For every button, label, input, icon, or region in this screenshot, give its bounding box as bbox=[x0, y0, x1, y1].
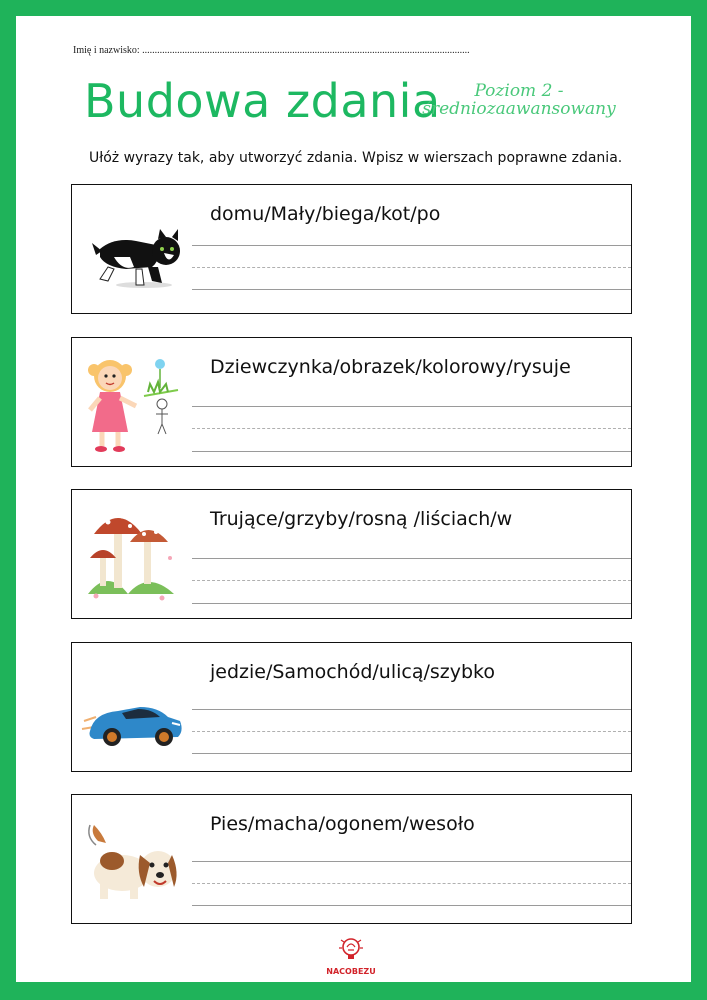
writing-line-guide bbox=[192, 883, 631, 884]
writing-line[interactable] bbox=[192, 406, 631, 407]
level-label: Poziom 2 - średniozaawansowany bbox=[422, 81, 616, 119]
task-2-words: Dziewczynka/obrazek/kolorowy/rysuje bbox=[210, 356, 571, 378]
task-1-words: domu/Mały/biega/kot/po bbox=[210, 203, 441, 225]
writing-line[interactable] bbox=[192, 451, 631, 452]
task-box-1 bbox=[71, 184, 632, 314]
writing-line-guide bbox=[192, 731, 631, 732]
writing-line[interactable] bbox=[192, 905, 631, 906]
writing-line[interactable] bbox=[192, 245, 631, 246]
writing-line-guide bbox=[192, 267, 631, 268]
task-3-words: Trujące/grzyby/rosną /liściach/w bbox=[210, 508, 513, 530]
task-4-words: jedzie/Samochód/ulicą/szybko bbox=[210, 661, 495, 683]
instruction-text: Ułóż wyrazy tak, aby utworzyć zdania. Wpisz w wierszach poprawne zdania. bbox=[89, 150, 623, 166]
car-picture-icon bbox=[78, 651, 186, 763]
writing-line[interactable] bbox=[192, 603, 631, 604]
writing-line[interactable] bbox=[192, 753, 631, 754]
task-box-5 bbox=[71, 794, 632, 924]
writing-line-guide bbox=[192, 580, 631, 581]
footer-logo bbox=[316, 936, 386, 980]
task-box-4 bbox=[71, 642, 632, 772]
girl-drawing-picture-icon bbox=[78, 346, 186, 458]
writing-line[interactable] bbox=[192, 289, 631, 290]
name-field-label: Imię i nazwisko: ................................................................................................................................... bbox=[73, 45, 470, 56]
worksheet-page bbox=[16, 16, 691, 982]
task-box-3 bbox=[71, 489, 632, 619]
writing-line-guide bbox=[192, 428, 631, 429]
writing-line[interactable] bbox=[192, 861, 631, 862]
cat-picture-icon bbox=[78, 193, 186, 305]
logo-text: NACOBEZU bbox=[326, 967, 376, 976]
mushrooms-picture-icon bbox=[78, 498, 186, 610]
page-title: Budowa zdania bbox=[84, 74, 441, 128]
task-box-2 bbox=[71, 337, 632, 467]
dog-picture-icon bbox=[78, 803, 186, 915]
task-5-words: Pies/macha/ogonem/wesoło bbox=[210, 813, 475, 835]
writing-line[interactable] bbox=[192, 558, 631, 559]
brain-lightbulb-icon bbox=[338, 936, 364, 962]
writing-line[interactable] bbox=[192, 709, 631, 710]
